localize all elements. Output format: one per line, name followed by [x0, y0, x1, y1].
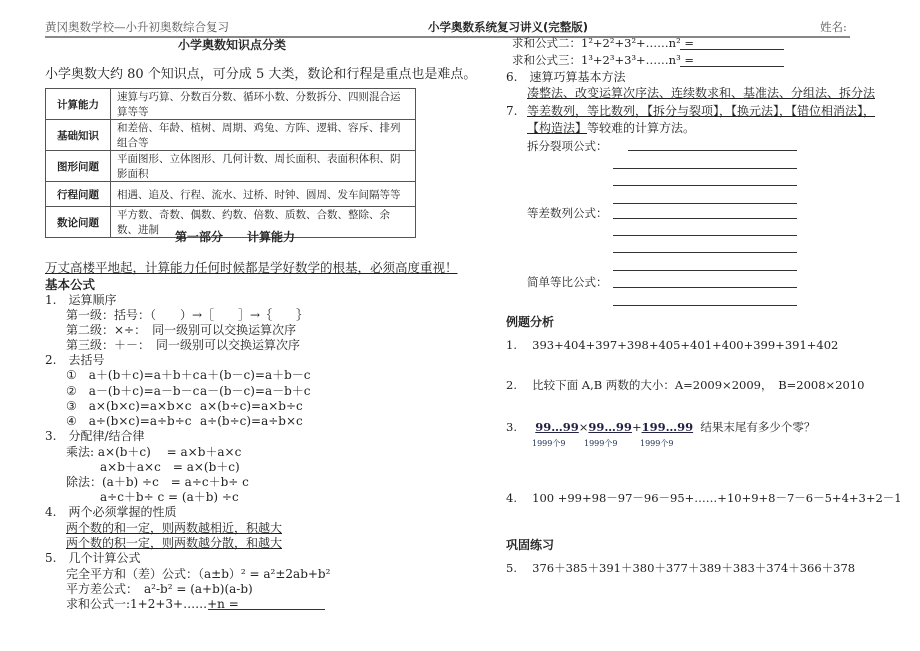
formula-line: ① a＋(b＋c)=a＋b＋c — [66, 368, 200, 382]
formula-line: 2. 去括号 — [45, 353, 105, 367]
item-7-text: 等差数列，等比数列，【拆分与裂项】，【换元法】，【错位相消法】， — [527, 104, 876, 118]
answer-blank[interactable] — [613, 168, 797, 169]
category-topics: 速算与巧算、分数百分数、循环小数、分数拆分、四则混合运算等等 — [111, 89, 416, 120]
sum-formula-3: 求和公式三：1³+2³+3³+……n³ = — [512, 53, 694, 67]
table-row — [46, 120, 416, 151]
knowledge-table — [45, 88, 416, 238]
formula-line: a＋(b－c)=a＋b－c — [200, 368, 311, 382]
answer-blank[interactable] — [613, 235, 797, 236]
category-topics: 和差倍、年龄、植树、周期、鸡兔、方阵、逻辑、容斥、排列组合等 — [111, 120, 416, 151]
item-7-tail: 等较难的计算方法。 — [587, 121, 696, 135]
formula-line: ③ a×(b×c)=a×b×c — [66, 399, 192, 413]
answer-blank[interactable] — [613, 203, 797, 204]
count-label: 1999个9 — [584, 439, 618, 448]
practice-heading: 巩固练习 — [506, 538, 555, 552]
formula-line: a×(b÷c)=a×b÷c — [200, 399, 303, 413]
category-topics: 相遇、追及、行程、流水、过桥、时钟、圆周、发车间隔等等 — [111, 182, 416, 207]
formula-line: ② a－(b＋c)=a－b－c — [66, 384, 200, 398]
category-name: 基础知识 — [46, 120, 111, 151]
answer-blank[interactable] — [613, 270, 797, 271]
formula-line: 两个数的和一定，则两数越相近，积越大 — [66, 521, 283, 535]
header-divider — [45, 36, 850, 38]
table-row — [46, 89, 416, 120]
plus-sign: + — [631, 420, 642, 434]
part-title: 第一部分 计算能力 — [175, 230, 296, 244]
formula-line: a÷c＋b÷ c = (a＋b) ÷c — [100, 490, 239, 504]
split-formula-label: 拆分裂项公式： — [527, 139, 608, 153]
formula-line: 两个数的积一定，则两数越分散，和越大 — [66, 536, 283, 550]
example-2: 2. 比较下面 A,B 两数的大小：A=2009×2009， B=2008×2010 — [506, 378, 865, 392]
arith-formula-label: 等差数列公式： — [527, 206, 608, 220]
motto: 万丈高楼平地起，计算能力任何时候都是学好数学的根基，必须高度重视！ — [45, 260, 458, 275]
examples-heading: 例题分析 — [506, 315, 555, 329]
times-sign: × — [578, 420, 589, 434]
basic-formulas-heading: 基本公式 — [45, 277, 96, 292]
formula-line: 3. 分配律/结合律 — [45, 429, 145, 443]
example-3 — [506, 420, 815, 435]
item-7-number: 7. — [506, 104, 518, 118]
header-title: 小学奥数系统复习讲义(完整版) — [428, 20, 589, 34]
sum-formula-2: 求和公式二：1²+2²+3²+……n² = — [512, 36, 694, 50]
formula-line: a÷(b÷c)=a÷b×c — [200, 414, 303, 428]
formula-line: 求和公式一:1+2+3+……+n = — [66, 597, 239, 611]
category-name: 数论问题 — [46, 207, 111, 238]
formula-line: 第二级：×÷： 同一级别可以交换运算次序 — [66, 323, 297, 337]
example-3-number: 3. — [506, 420, 517, 434]
formula-line: ④ a÷(b×c)=a÷b÷c — [66, 414, 192, 428]
formula-line: 第三级：＋－： 同一级别可以交换运算次序 — [66, 338, 301, 352]
formula-line: 平方差公式： a²-b² = (a+b)(a-b) — [66, 582, 253, 596]
example-3-question: 结果末尾有多少个零？ — [700, 420, 816, 434]
answer-blank[interactable] — [680, 49, 784, 50]
geo-formula-label: 简单等比公式： — [527, 275, 608, 289]
category-name: 行程问题 — [46, 182, 111, 207]
answer-blank[interactable] — [613, 185, 797, 186]
answer-blank[interactable] — [613, 252, 797, 253]
category-topics: 平方数、奇数、偶数、约数、倍数、质数、合数、整除、余数、进制 — [111, 207, 416, 238]
answer-blank[interactable] — [680, 66, 784, 67]
formula-line: 完全平方和（差）公式：（a±b）² = a²±2ab+b² — [66, 567, 331, 581]
answer-blank[interactable] — [613, 287, 797, 288]
nines-a: 99…99 — [535, 420, 579, 434]
formula-line: 1. 运算顺序 — [45, 293, 117, 307]
answer-blank[interactable] — [628, 150, 797, 151]
answer-blank[interactable] — [208, 609, 325, 610]
header-left: 黄冈奥数学校—小升初奥数综合复习 — [45, 20, 229, 34]
formula-line: 除法：(a＋b) ÷c = a÷c＋b÷ c — [66, 475, 249, 489]
category-topics: 平面图形、立体图形、几何计数、周长面积、表面积体积、阴影面积 — [111, 151, 416, 182]
example-1: 1. 393+404+397+398+405+401+400+399+391+402 — [506, 338, 839, 352]
section-title: 小学奥数知识点分类 — [178, 38, 287, 52]
answer-blank[interactable] — [613, 305, 797, 306]
formula-line: a×b＋a×c = a×(b＋c) — [100, 460, 240, 474]
nines-b: 99…99 — [588, 420, 632, 434]
formula-line: 乘法: a×(b＋c) = a×b＋a×c — [66, 445, 242, 459]
answer-blank[interactable] — [613, 218, 797, 219]
header-name-label: 姓名: — [820, 20, 847, 34]
construct-method: 【构造法】 — [527, 121, 588, 135]
table-row — [46, 182, 416, 207]
formula-line: 4. 两个必须掌握的性质 — [45, 505, 177, 519]
formula-line: 5. 几个计算公式 — [45, 551, 141, 565]
formula-line: 第一级：括号：（ ）→［ ］→｛ ｝ — [66, 308, 309, 322]
category-name: 计算能力 — [46, 89, 111, 120]
table-row — [46, 151, 416, 182]
count-label: 1999个9 — [532, 439, 566, 448]
intro-text: 小学奥数大约 80 个知识点，可分成 5 大类，数论和行程是重点也是难点。 — [45, 67, 477, 82]
methods-list: 凑整法、改变运算次序法、连续数求和、基准法、分组法、拆分法 — [527, 86, 876, 100]
nines-c: 199…99 — [641, 420, 694, 434]
count-label: 1999个9 — [640, 439, 674, 448]
example-4: 4. 100 +99+98－97－96－95+……+10+9+8－7－6－5+4+3+2－1 — [506, 491, 902, 505]
practice-5: 5. 376＋385＋391＋380＋377＋389＋383＋374＋366＋378 — [506, 561, 856, 575]
item-6: 6. 速算巧算基本方法 — [506, 70, 626, 84]
formula-line: a－(b－c)=a－b＋c — [200, 384, 311, 398]
category-name: 图形问题 — [46, 151, 111, 182]
